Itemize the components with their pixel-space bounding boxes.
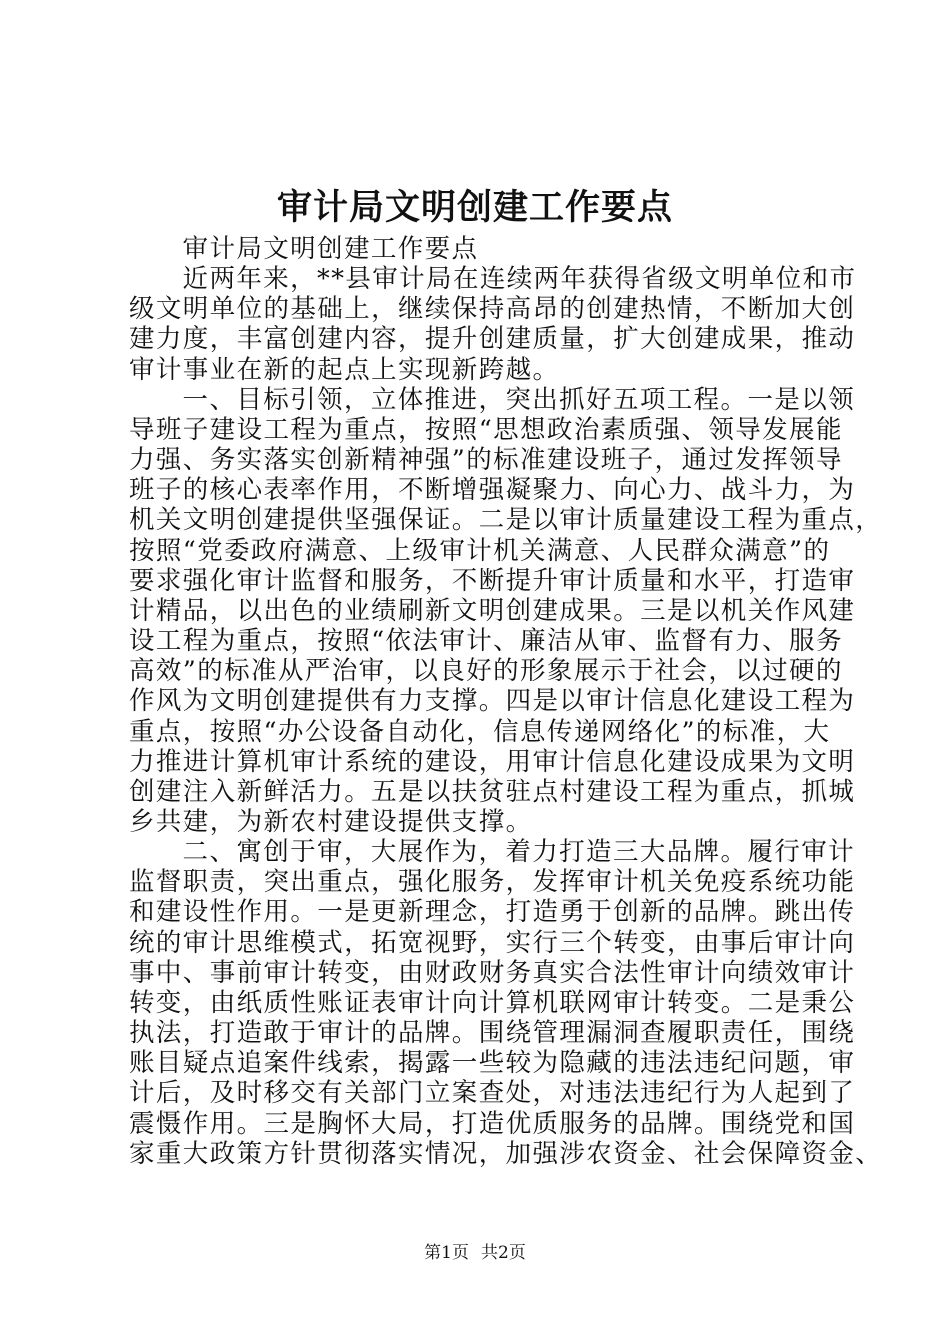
- paragraph-line: 高效”的标准从严治审，以良好的形象展示于社会，以过硬的: [129, 656, 843, 687]
- paragraph-line: 建力度，丰富创建内容，提升创建质量，扩大创建成果，推动: [129, 324, 856, 355]
- body-paragraph: [129, 384, 883, 837]
- paragraph-line: 家重大政策方针贯彻落实情况，加强涉农资金、社会保障资金、: [129, 1138, 883, 1169]
- paragraph-line: 二、寓创于审，大展作为，着力打造三大品牌。履行审计: [182, 837, 856, 868]
- body-paragraph: [129, 234, 833, 264]
- page-number-current: 第1页: [424, 1243, 469, 1263]
- paragraph-line: 一、目标引领，立体推进，突出抓好五项工程。一是以领: [182, 384, 856, 415]
- paragraph-line: 设工程为重点，按照“依法审计、廉洁从审、监督有力、服务: [129, 626, 843, 657]
- paragraph-line: 级文明单位的基础上，继续保持高昂的创建热情，不断加大创: [129, 294, 856, 325]
- paragraph-line: 账目疑点追案件线索，揭露一些较为隐藏的违法违纪问题，审: [129, 1048, 856, 1079]
- paragraph-line: 计精品，以出色的业绩刷新文明创建成果。三是以机关作风建: [129, 595, 856, 626]
- paragraph-line: 要求强化审计监督和服务，不断提升审计质量和水平，打造审: [129, 565, 856, 596]
- paragraph-line: 审计局文明创建工作要点: [182, 234, 479, 264]
- paragraph-line: 创建注入新鲜活力。五是以扶贫驻点村建设工程为重点，抓城: [129, 776, 856, 807]
- paragraph-line: 转变，由纸质性账证表审计向计算机联网审计转变。二是秉公: [129, 987, 856, 1018]
- document-body: [129, 234, 883, 1169]
- paragraph-line: 震慑作用。三是胸怀大局，打造优质服务的品牌。围绕党和国: [129, 1108, 856, 1139]
- body-paragraph: [129, 837, 883, 1169]
- page-footer: [0, 1241, 950, 1265]
- paragraph-line: 执法，打造敢于审计的品牌。围绕管理漏洞查履职责任，围绕: [129, 1018, 856, 1049]
- paragraph-line: 重点，按照“办公设备自动化，信息传递网络化”的标准，大: [129, 716, 831, 747]
- paragraph-line: 和建设性作用。一是更新理念，打造勇于创新的品牌。跳出传: [129, 897, 856, 928]
- paragraph-line: 作风为文明创建提供有力支撑。四是以审计信息化建设工程为: [129, 686, 856, 717]
- paragraph-line: 监督职责，突出重点，强化服务，发挥审计机关免疫系统功能: [129, 867, 856, 898]
- paragraph-line: 机关文明创建提供坚强保证。二是以审计质量建设工程为重点，: [129, 505, 883, 536]
- paragraph-line: 按照“党委政府满意、上级审计机关满意、人民群众满意”的: [129, 535, 831, 566]
- paragraph-line: 班子的核心表率作用，不断增强凝聚力、向心力、战斗力，为: [129, 475, 856, 506]
- paragraph-line: 计后，及时移交有关部门立案查处，对违法违纪行为人起到了: [129, 1078, 856, 1109]
- paragraph-line: 导班子建设工程为重点，按照“思想政治素质强、领导发展能: [129, 414, 843, 445]
- body-paragraph: [129, 264, 857, 385]
- paragraph-line: 力强、务实落实创新精神强”的标准建设班子，通过发挥领导: [129, 445, 843, 476]
- paragraph-line: 统的审计思维模式，拓宽视野，实行三个转变，由事后审计向: [129, 927, 856, 958]
- page-title: 审计局文明创建工作要点: [276, 187, 673, 228]
- paragraph-line: 事中、事前审计转变，由财政财务真实合法性审计向绩效审计: [129, 957, 856, 988]
- paragraph-line: 近两年来，**县审计局在连续两年获得省级文明单位和市: [182, 264, 857, 295]
- paragraph-line: 审计事业在新的起点上实现新跨越。: [129, 354, 560, 385]
- page-number-total: 共2页: [481, 1243, 526, 1263]
- paragraph-line: 力推进计算机审计系统的建设，用审计信息化建设成果为文明: [129, 746, 856, 777]
- paragraph-line: 乡共建，为新农村建设提供支撑。: [129, 806, 533, 837]
